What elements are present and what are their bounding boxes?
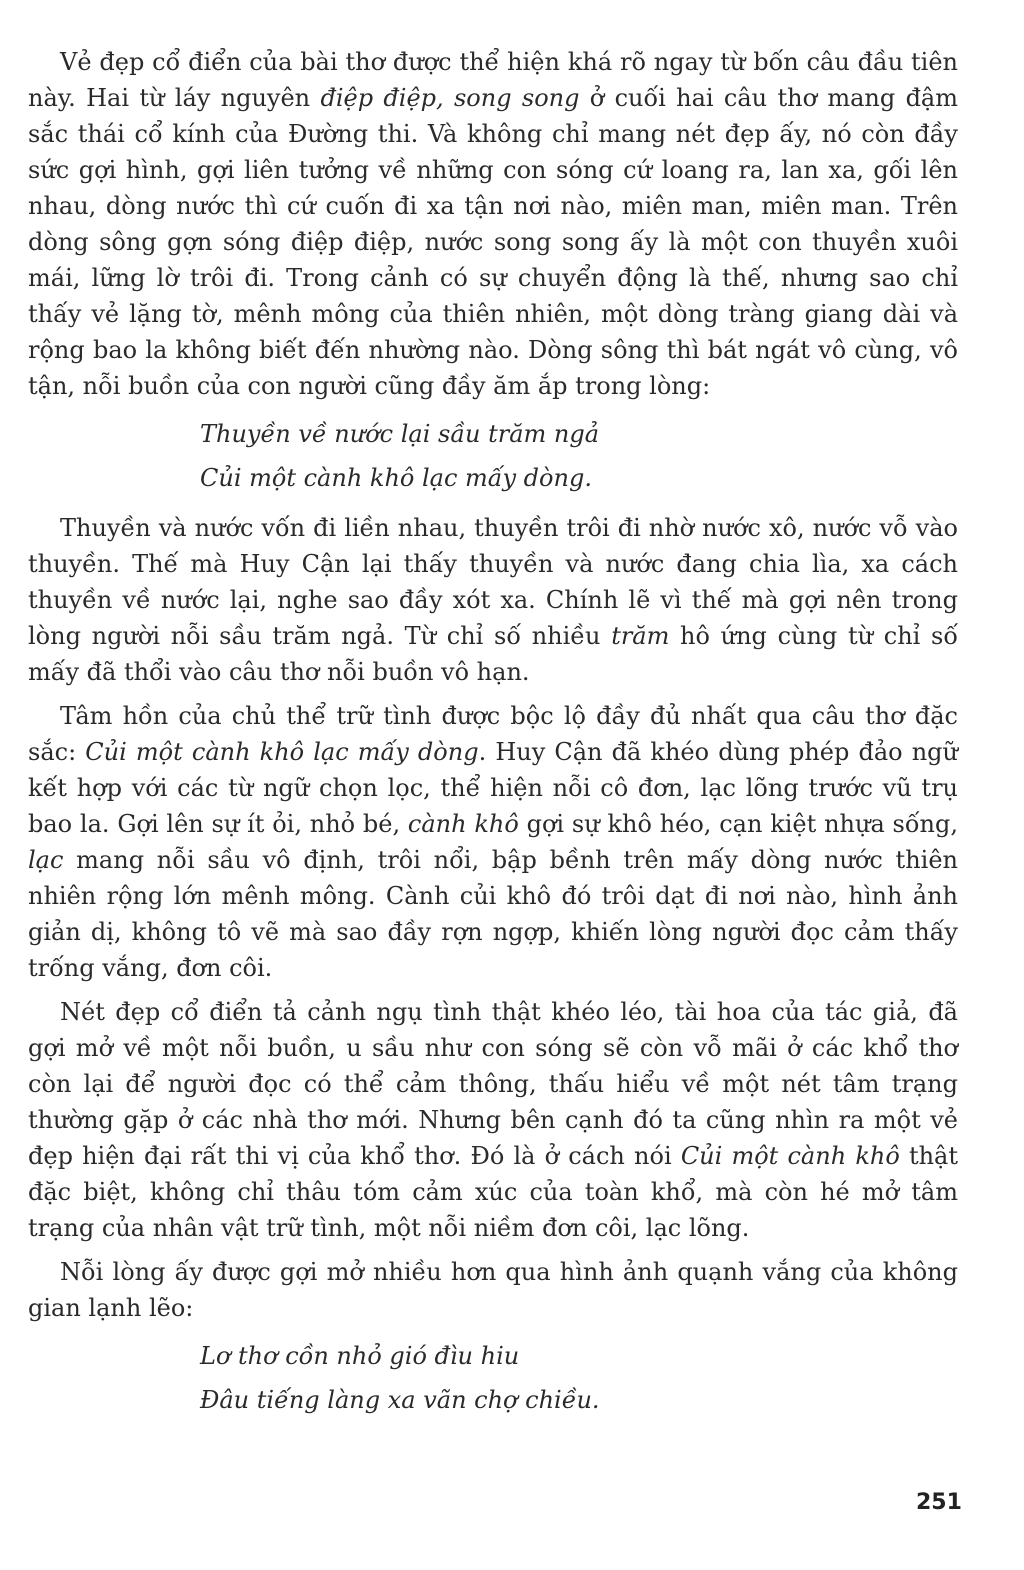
paragraph	[28, 698, 958, 986]
paragraph-text: Nét đẹp cổ điển tả cảnh ngụ tình thật khéo léo, tài hoa của tác giả, đã gợi mở về một nỗi buồn, u sầu như con sóng sẽ còn vỗ mãi ở các khổ thơ còn lại để người đọc có thể cảm thông, thấu hiểu về một nét tâm trạng thường gặp ở các nhà thơ mới. Nhưng bên cạnh đó ta cũng nhìn ra một vẻ đẹp hiện đại rất thi vị của khổ thơ. Đó là ở cách nói	[28, 998, 958, 1170]
paragraph-text: Vẻ đẹp cổ điển của bài thơ được thể hiện khá rõ ngay từ bốn câu đầu tiên này. Hai từ láy nguyên	[28, 48, 958, 112]
poem-quote	[200, 412, 958, 500]
paragraph	[28, 994, 958, 1246]
page-number: 251	[916, 1490, 962, 1515]
paragraph-text: Thuyền và nước vốn đi liền nhau, thuyền trôi đi nhờ nước xô, nước vỗ vào thuyền. Thế mà Huy Cận lại thấy thuyền và nước đang chia lìa, xa cách thuyền về nước lại, nghe sao đầy xót xa. Chính lẽ vì thế mà gợi nên trong lòng người nỗi sầu trăm ngả. Từ chỉ số nhiều	[28, 514, 958, 650]
page-body	[28, 44, 958, 1432]
paragraph-italic-text: Củi một cành khô lạc mấy dòng	[85, 738, 479, 766]
paragraph-text: thật đặc biệt, không chỉ thâu tóm cảm xúc của toàn khổ, mà còn hé mở tâm trạng của nhân vật trữ tình, một nỗi niềm đơn côi, lạc lõng.	[28, 1142, 959, 1242]
paragraph-italic-text: cành khô	[407, 810, 519, 838]
paragraph-text: gợi sự khô héo, cạn kiệt nhựa sống,	[518, 810, 958, 838]
paragraph-italic-text: Củi một cành khô	[680, 1142, 900, 1170]
paragraph-italic-text: điệp điệp, song song	[320, 84, 580, 112]
paragraph-text: Nỗi lòng ấy được gợi mở nhiều hơn qua hình ảnh quạnh vắng của không gian lạnh lẽo:	[28, 1258, 958, 1322]
paragraph	[28, 44, 958, 404]
paragraph	[28, 510, 958, 690]
poem-quote	[200, 1334, 958, 1422]
poem-line: Đâu tiếng làng xa vãn chợ chiều.	[200, 1386, 600, 1414]
poem-line: Thuyền về nước lại sầu trăm ngả	[200, 420, 600, 448]
paragraph-italic-text: trăm	[611, 622, 670, 650]
paragraph	[28, 1254, 958, 1326]
paragraph-text: mang nỗi sầu vô định, trôi nổi, bập bềnh trên mấy dòng nước thiên nhiên rộng lớn mênh mông. Cành củi khô đó trôi dạt đi nơi nào, hình ảnh giản dị, không tô vẽ mà sao đầy rợn ngợp, khiến lòng người đọc cảm thấy trống vắng, đơn côi.	[28, 846, 958, 982]
paragraph-text: hô ứng cùng từ chỉ số mấy đã thổi vào câu thơ nỗi buồn vô hạn.	[28, 622, 958, 686]
poem-line: Lơ thơ cồn nhỏ gió đìu hiu	[200, 1342, 520, 1370]
paragraph-italic-text: lạc	[28, 846, 64, 874]
poem-line: Củi một cành khô lạc mấy dòng.	[200, 464, 592, 492]
paragraph-text: . Huy Cận đã khéo dùng phép đảo ngữ kết hợp với các từ ngữ chọn lọc, thể hiện nỗi cô đơn, lạc lõng trước vũ trụ bao la. Gợi lên sự ít ỏi, nhỏ bé,	[28, 738, 958, 838]
paragraph-text: Tâm hồn của chủ thể trữ tình được bộc lộ đầy đủ nhất qua câu thơ đặc sắc:	[28, 702, 958, 766]
paragraph-text: ở cuối hai câu thơ mang đậm sắc thái cổ kính của Đường thi. Và không chỉ mang nét đẹp ấy, nó còn đầy sức gợi hình, gợi liên tưởng về những con sóng cứ loang ra, lan xa, gối lên nhau, dòng nước thì cứ cuốn đi xa tận nơi nào, miên man, miên man. Trên dòng sông gợn sóng điệp điệp, nước song song ấy là một con thuyền xuôi mái, lững lờ trôi đi. Trong cảnh có sự chuyển động là thế, nhưng sao chỉ thấy vẻ lặng tờ, mênh mông của thiên nhiên, một dòng tràng giang dài và rộng bao la không biết đến nhường nào. Dòng sông thì bát ngát vô cùng, vô tận, nỗi buồn của con người cũng đầy ăm ắp trong lòng:	[28, 84, 958, 400]
